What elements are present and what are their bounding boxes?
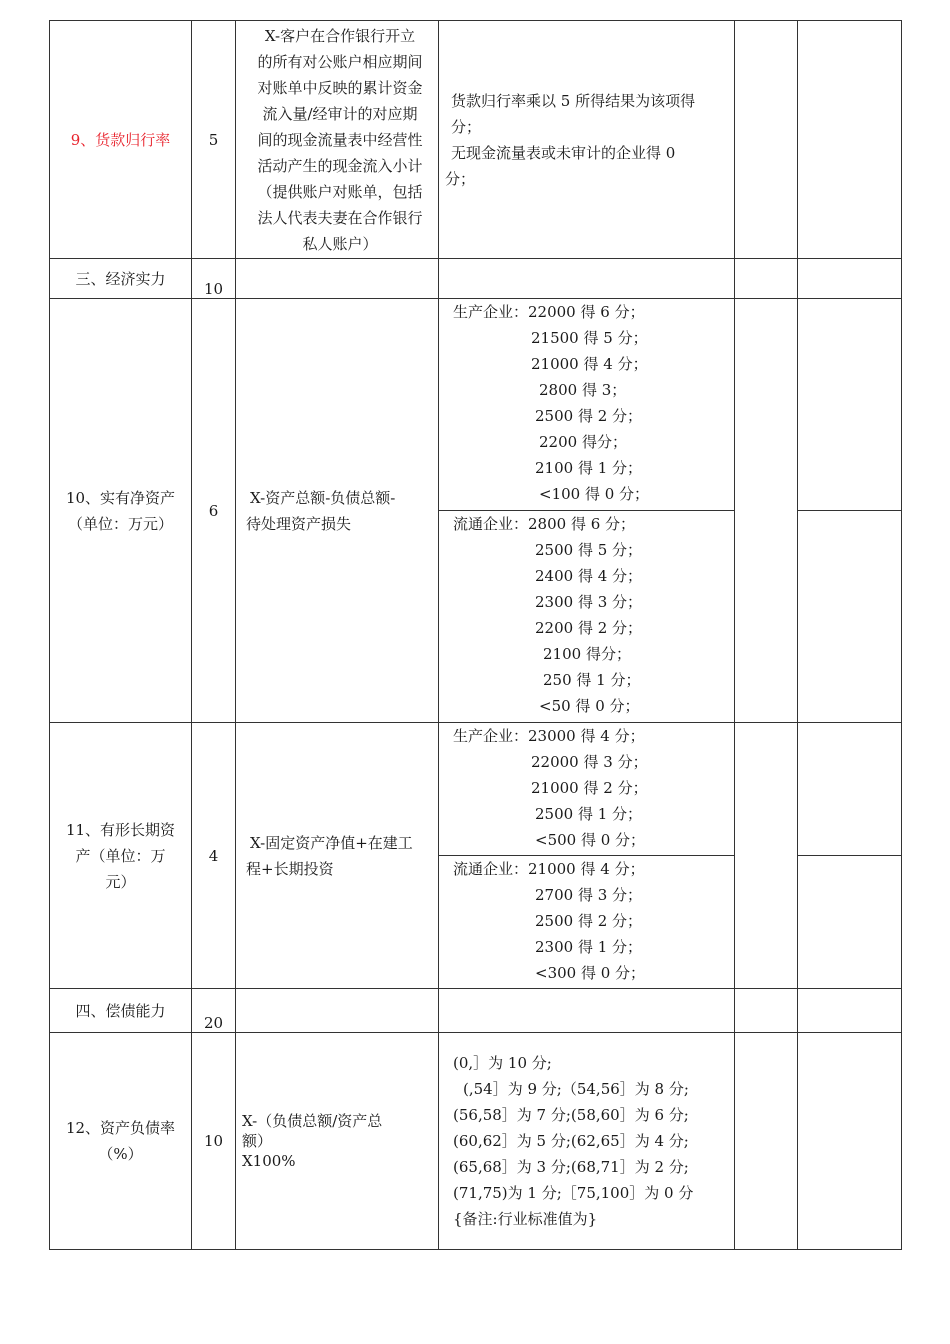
table-row-10: [50, 299, 902, 511]
empty-cell: [798, 1033, 902, 1250]
empty-cell: [798, 511, 902, 723]
empty-cell: [798, 259, 902, 299]
empty-cell: [236, 989, 439, 1033]
empty-cell: [236, 259, 439, 299]
item-formula: X-客户在合作银行开立 的所有对公账户相应期间 对账单中反映的累计资金 流入量/经审计的对应期 间的现金流量表中经营性 活动产生的现金流入小计 （提供账户对账单，包括 法人代表夫妻在合作银行 私人账户）: [236, 21, 439, 259]
table-row-11: [50, 723, 902, 856]
section-name: 三、经济实力: [50, 259, 192, 299]
item-rule-distribution: 流通企业：21000 得 4 分； 2700 得 3 分； 2500 得 2 分； 2300 得 1 分； <300 得 0 分；: [439, 856, 735, 989]
item-rule-distribution: 流通企业：2800 得 6 分； 2500 得 5 分； 2400 得 4 分； 2300 得 3 分； 2200 得 2 分； 2100 得分； 250 得 1 分； <50 得 0 分；: [439, 511, 735, 723]
item-name: 10、实有净资产 （单位：万元）: [50, 299, 192, 723]
item-score: 6: [192, 299, 236, 723]
section-row-3: [50, 259, 902, 299]
empty-cell: [735, 1033, 798, 1250]
item-score: 10: [192, 1033, 236, 1250]
table-row-12: [50, 1033, 902, 1250]
empty-cell: [439, 259, 735, 299]
empty-cell: [735, 21, 798, 259]
empty-cell: [735, 723, 798, 989]
section-score: 10: [192, 259, 236, 299]
empty-cell: [439, 989, 735, 1033]
table-row-9: [50, 21, 902, 259]
scoring-table: [49, 20, 902, 1250]
item-formula: X-固定资产净值+在建工 程+长期投资: [236, 723, 439, 989]
item-score: 5: [192, 21, 236, 259]
item-rule-production: 生产企业：22000 得 6 分； 21500 得 5 分； 21000 得 4 分； 2800 得 3； 2500 得 2 分； 2200 得分； 2100 得 1 分； <100 得 0 分；: [439, 299, 735, 511]
item-formula: X-（负债总额/资产总 额） X100%: [236, 1033, 439, 1250]
empty-cell: [798, 856, 902, 989]
empty-cell: [798, 723, 902, 856]
item-rule: (0,］为 10 分; (,54］为 9 分;（54,56］为 8 分; (56,58］为 7 分;(58,60］为 6 分; (60,62］为 5 分;(62,65］为 4 分; (65,68］为 3 分;(68,71］为 2 分; (71,75)为 1 分;［75,100］为 0 分 {备注:行业标准值为}: [439, 1033, 735, 1250]
item-formula: X-资产总额-负债总额- 待处理资产损失: [236, 299, 439, 723]
empty-cell: [735, 989, 798, 1033]
item-rule: 货款归行率乘以 5 所得结果为该项得 分； 无现金流量表或未审计的企业得 0 分；: [439, 21, 735, 259]
section-score: 20: [192, 989, 236, 1033]
item-name: 11、有形长期资 产（单位：万 元）: [50, 723, 192, 989]
empty-cell: [798, 989, 902, 1033]
item-name: 9、货款归行率: [50, 21, 192, 259]
empty-cell: [798, 21, 902, 259]
section-row-4: [50, 989, 902, 1033]
empty-cell: [798, 299, 902, 511]
item-rule-production: 生产企业：23000 得 4 分； 22000 得 3 分； 21000 得 2 分； 2500 得 1 分； <500 得 0 分；: [439, 723, 735, 856]
section-name: 四、偿债能力: [50, 989, 192, 1033]
empty-cell: [735, 259, 798, 299]
item-score: 4: [192, 723, 236, 989]
item-name: 12、资产负债率 （%）: [50, 1033, 192, 1250]
empty-cell: [735, 299, 798, 723]
